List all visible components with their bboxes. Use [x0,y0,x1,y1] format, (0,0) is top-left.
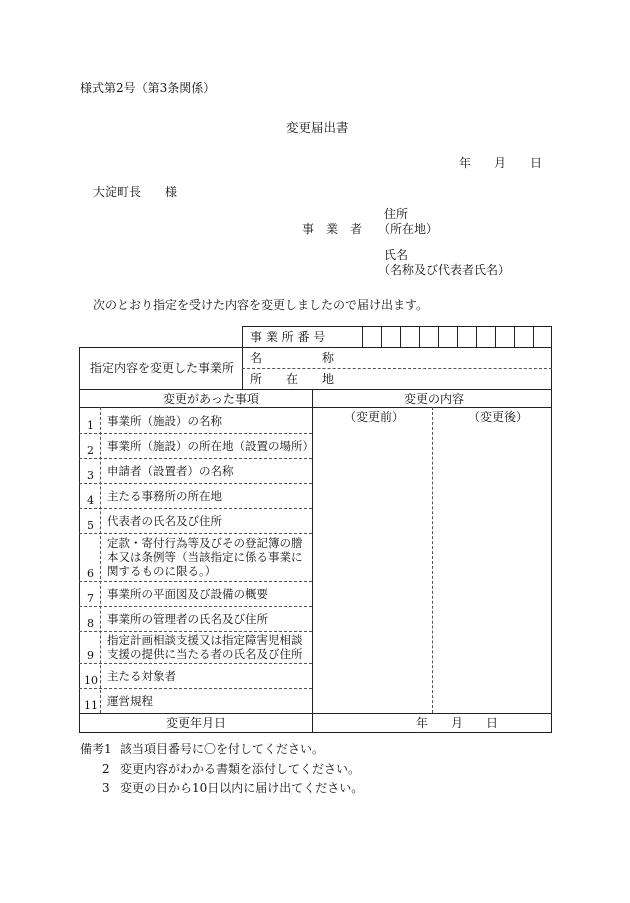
date-year: 年 [459,156,472,170]
before-label: （変更前） [344,410,405,424]
office-name-label: 名 称 [250,351,335,365]
row-separator [79,533,312,534]
address-label: 住所 [384,207,409,221]
before-content-area[interactable] [313,426,431,712]
item-text: 事業所（施設）の所在地（設置の場所） [107,439,314,453]
item-text: 事業所の管理者の氏名及び住所 [107,612,268,626]
change-date-label: 変更年月日 [166,716,227,730]
item-number[interactable]: 1 [87,419,94,432]
item-number[interactable]: 4 [87,494,94,507]
item-text: 代表者の氏名及び住所 [107,514,222,528]
item-number[interactable]: 6 [87,567,94,580]
change-date-day[interactable]: 日 [486,716,499,730]
item-text: 運営規程 [107,694,153,708]
item-text: 主たる事務所の所在地 [107,489,222,503]
office-number-cell[interactable] [419,326,420,348]
after-content-area[interactable] [434,426,551,712]
item-text: 事業所（施設）の名称 [107,414,222,428]
addressee: 大淀町長 様 [93,185,178,199]
change-date-top-line [79,713,552,714]
office-number-cell[interactable] [400,326,401,348]
office-number-cell[interactable] [457,326,458,348]
office-number-cell[interactable] [533,326,534,348]
office-location-label: 所 在 地 [250,372,335,386]
after-label: （変更後） [468,410,529,424]
note-label: 2 [102,762,110,776]
item-number[interactable]: 2 [87,444,94,457]
office-number-cell[interactable] [514,326,515,348]
item-number[interactable]: 8 [87,617,94,630]
office-number-cell[interactable] [495,326,496,348]
item-text: 主たる対象者 [107,669,176,683]
row-separator [79,688,312,689]
note-text: 変更内容がわかる書類を添付してください。 [120,762,361,776]
row-separator [79,663,312,664]
row-separator [79,508,312,509]
change-date-month[interactable]: 月 [451,716,464,730]
row-separator [79,606,312,607]
office-number-label: 事 業 所 番 号 [250,330,326,344]
item-number[interactable]: 5 [87,519,94,532]
header-bottom-line [79,407,552,408]
row-separator [79,433,312,434]
item-number[interactable]: 9 [87,649,94,662]
office-number-cell[interactable] [476,326,477,348]
date-month: 月 [494,156,507,170]
note-text: 変更の日から10日以内に届け出てください。 [120,781,364,795]
applicant-label: 事 業 者 [302,222,363,236]
item-number[interactable]: 10 [84,674,98,687]
row-separator [79,458,312,459]
note-label: 3 [102,781,110,795]
intro-text: 次のとおり指定を受けた内容を変更しましたので届け出ます。 [93,298,429,312]
document-title: 変更届出書 [286,120,349,135]
item-text: 定款・寄付行為等及びその登記簿の謄本又は条例等（当該指定に係る事業に関するものに限る。） [107,536,303,578]
office-number-cell[interactable] [381,326,382,348]
change-content-header: 変更の内容 [404,392,465,406]
office-section-label: 指定内容を変更した事業所 [90,361,235,375]
number-column-divider [100,407,101,713]
item-text: 指定計画相談支援又は指定障害児相談支援の提供に当たる者の氏名及び住所 [107,633,303,661]
office-number-divider [362,326,363,348]
row-separator [79,581,312,582]
changed-items-header: 変更があった事項 [163,392,259,406]
office-number-cell[interactable] [438,326,439,348]
date-day: 日 [530,156,543,170]
name-label: 氏名 [384,248,409,262]
row-separator [79,631,312,632]
name-sub-label: （名称及び代表者氏名） [378,263,511,277]
item-number[interactable]: 7 [87,592,94,605]
row-separator [79,483,312,484]
item-number[interactable]: 3 [87,469,94,482]
office-row-separator [242,368,552,369]
note-label: 備考1 [80,742,112,756]
item-text: 事業所の平面図及び設備の概要 [107,587,268,601]
change-date-divider [312,713,313,733]
change-date-year[interactable]: 年 [416,716,429,730]
office-section-bottom [79,389,552,390]
address-sub-label: （所在地） [378,222,439,236]
note-text: 該当項目番号に〇を付してください。 [120,742,325,756]
item-text: 申請者（設置者）の名称 [107,464,234,478]
form-number: 様式第2号（第3条関係） [80,81,216,95]
before-after-divider [432,407,433,713]
item-number[interactable]: 11 [84,699,98,712]
